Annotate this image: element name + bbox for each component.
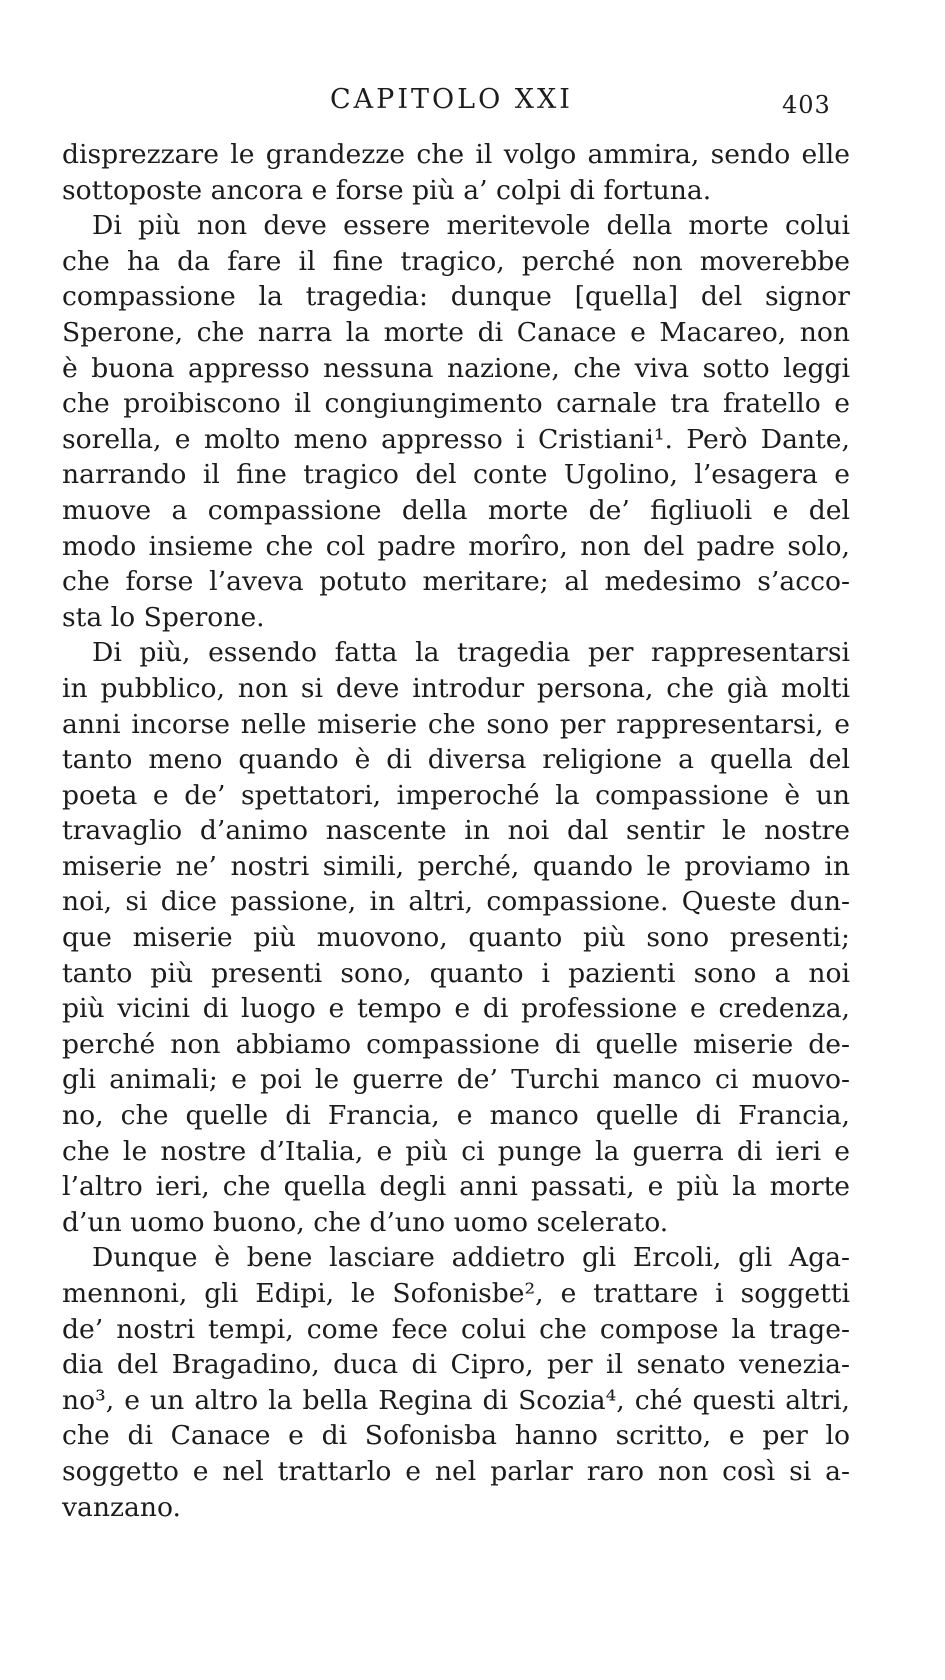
text-line: Sperone, che narra la morte di Canace e Macareo, non: [62, 316, 850, 348]
text-line: che forse l’aveva potuto meritare; al medesimo s’acco-: [62, 566, 850, 598]
text-line: è buona appresso nessuna nazione, che viva sotto leggi: [62, 352, 850, 384]
text-line: vanzano.: [62, 1491, 181, 1523]
text-line: più vicini di luogo e tempo e di professione e credenza,: [62, 993, 850, 1025]
text-line: tanto meno quando è di diversa religione a quella del: [62, 744, 850, 776]
text-line: miserie ne’ nostri simili, perché, quando le proviamo in: [62, 850, 850, 882]
text-line: che proibiscono il congiungimento carnale tra fratello e: [62, 388, 850, 420]
text-line: no³, e un altro la bella Regina di Scozia⁴, ché questi altri,: [62, 1384, 850, 1416]
text-line: que miserie più muovono, quanto più sono presenti;: [62, 922, 850, 954]
page-number: 403: [782, 91, 831, 119]
text-line: dia del Bragadino, duca di Cipro, per il senato venezia-: [62, 1349, 850, 1381]
text-line: d’un uomo buono, che d’uno uomo scelerato.: [62, 1206, 669, 1238]
body-text: [62, 137, 850, 1525]
text-line: che di Canace e di Sofonisba hanno scritto, e per lo: [62, 1420, 850, 1452]
chapter-title: CAPITOLO XXI: [330, 84, 573, 115]
text-line: no, che quelle di Francia, e manco quelle di Francia,: [62, 1100, 850, 1132]
text-line: de’ nostri tempi, come fece colui che compose la trage-: [62, 1313, 850, 1345]
text-line: in pubblico, non si deve introdur persona, che già molti: [62, 672, 850, 704]
text-line: sta lo Sperone.: [62, 601, 265, 633]
text-line: tanto più presenti sono, quanto i pazienti sono a noi: [62, 957, 850, 989]
text-line: l’altro ieri, che quella degli anni passati, e più la morte: [62, 1171, 850, 1203]
text-line: narrando il fine tragico del conte Ugolino, l’esagera e: [62, 459, 850, 491]
text-line: noi, si dice passione, in altri, compassione. Queste dun-: [62, 886, 850, 918]
text-line: travaglio d’animo nascente in noi dal sentir le nostre: [62, 815, 850, 847]
text-line: soggetto e nel trattarlo e nel parlar raro non così si a-: [62, 1455, 850, 1487]
text-line: modo insieme che col padre morîro, non del padre solo,: [62, 530, 850, 562]
text-line: muove a compassione della morte de’ figliuoli e del: [62, 494, 850, 526]
text-line: disprezzare le grandezze che il volgo ammira, sendo elle: [62, 139, 850, 170]
text-line: che le nostre d’Italia, e più ci punge la guerra di ieri e: [62, 1135, 850, 1167]
text-line: Dunque è bene lasciare addietro gli Ercoli, gli Aga-: [92, 1242, 850, 1274]
text-line: anni incorse nelle miserie che sono per rappresentarsi, e: [62, 708, 850, 740]
running-head: [0, 82, 945, 122]
text-line: Di più non deve essere meritevole della morte colui: [92, 210, 850, 242]
text-line: sottoposte ancora e forse più a’ colpi di fortuna.: [62, 174, 712, 206]
text-line: sorella, e molto meno appresso i Cristiani¹. Però Dante,: [62, 423, 850, 455]
text-line: poeta e de’ spettatori, imperoché la compassione è un: [62, 779, 850, 811]
text-line: perché non abbiamo compassione di quelle miserie de-: [62, 1028, 850, 1060]
text-line: gli animali; e poi le guerre de’ Turchi manco ci muovo-: [62, 1064, 850, 1096]
text-line: che ha da fare il fine tragico, perché non moverebbe: [62, 245, 850, 277]
text-line: Di più, essendo fatta la tragedia per rappresentarsi: [92, 637, 850, 669]
text-line: compassione la tragedia: dunque [quella] del signor: [62, 281, 850, 313]
text-line: mennoni, gli Edipi, le Sofonisbe², e trattare i soggetti: [62, 1278, 850, 1309]
